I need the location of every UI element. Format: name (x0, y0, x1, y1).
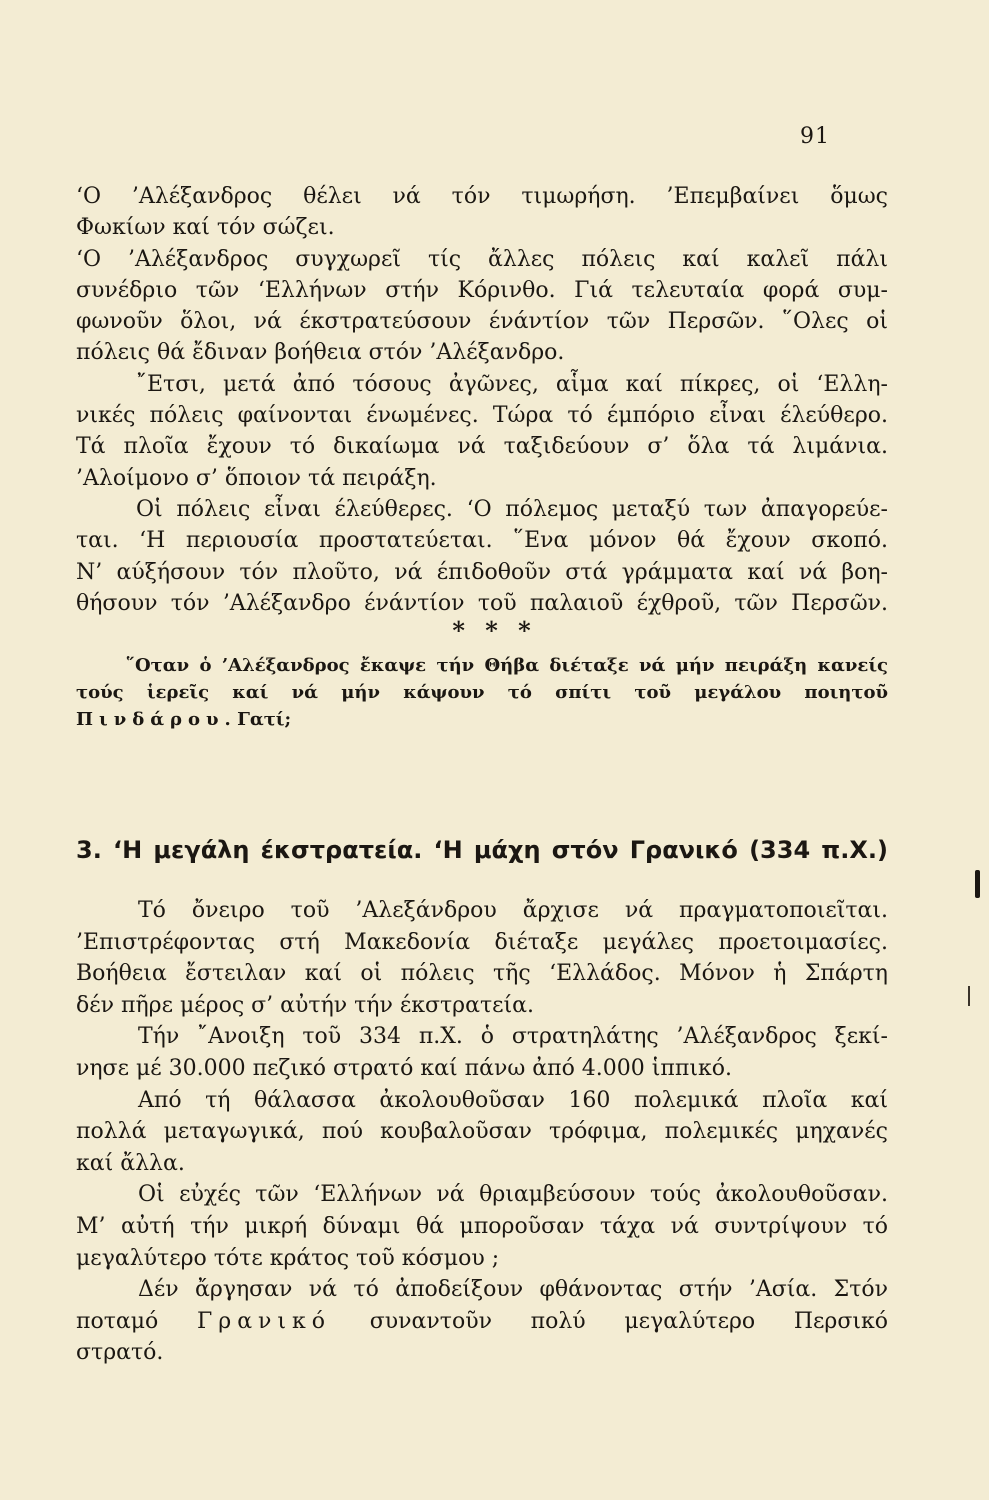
paragraph-block-2 (76, 895, 888, 1369)
text-line: Φωκίων καί τόν σώζει. (76, 215, 335, 241)
text-line: στρατό. (76, 1340, 164, 1366)
text-line: ’Επιστρέφοντας στή Μακεδονία διέταξε μεγάλες προετοιμασίες. (76, 929, 888, 955)
question-note (76, 652, 888, 733)
text-line: Τήν ῎Ανοιξη τοῦ 334 π.Χ. ὁ στρατηλάτης ’Αλέξανδρος ξεκί- (138, 1024, 888, 1050)
section-separator: * * * (452, 616, 537, 645)
text-line: Τό ὄνειρο τοῦ ’Αλεξάνδρου ἄρχισε νά πραγματοποιεῖται. (138, 898, 888, 923)
text-line: νησε μέ 30.000 πεζικό στρατό καί πάνω ἀπό 4.000 ἱππικό. (76, 1055, 732, 1081)
text-line: Από τή θάλασσα ἀκολουθοῦσαν 160 πολεμικά πλοῖα καί (138, 1087, 888, 1113)
page-number: 91 (800, 124, 830, 149)
text-line: ‘Ο ’Αλέξανδρος θέλει νά τόν τιμωρήση. ’Επεμβαίνει ὅμως (76, 184, 888, 209)
note-question: . Γατί; (224, 709, 292, 730)
text-line: Οἱ πόλεις εἶναι έλεύθερες. ‘Ο πόλεμος μεταξύ των ἀπαγορεύε- (136, 496, 888, 522)
text-line: συνέδριο τῶν ‘Ελλήνων στήν Κόρινθο. Γιά τελευταία φορά συμ- (76, 277, 888, 303)
text-fragment: συναντοῦν πολύ μεγαλύτερο Περσικό (369, 1308, 888, 1334)
margin-mark (975, 870, 980, 898)
paragraph-block-1 (76, 181, 888, 619)
text-line: Οἱ εὐχές τῶν ‘Ελλήνων νά θριαμβεύσουν τούς ἀκολουθοῦσαν. (138, 1182, 888, 1208)
text-line: πόλεις θά ἔδιναν βοήθεια στόν ’Αλέξανδρο. (76, 340, 565, 366)
text-line: νικές πόλεις φαίνονται ένωμένες. Τώρα τό έμπόριο εἶναι έλεύθερο. (76, 403, 888, 429)
text-line: ‘Ο ’Αλέξανδρος συγχωρεῖ τίς ἄλλες πόλεις καί καλεῖ πάλι (76, 246, 888, 272)
text-line: ’Αλοίμονο σ’ ὅποιον τά πειράξη. (76, 465, 437, 491)
text-line: Δέν ἄργησαν νά τό ἀποδείξουν φθάνοντας στήν ’Ασία. Στόν (138, 1277, 888, 1303)
text-line: καί ἄλλα. (76, 1150, 185, 1176)
text-line: Βοήθεια ἔστειλαν καί οἱ πόλεις τῆς ‘Ελλάδος. Μόνον ἡ Σπάρτη (76, 961, 888, 987)
text-line: θήσουν τόν ’Αλέξανδρο ένάντίον τοῦ παλαιοῦ έχθροῦ, τῶν Περσῶν. (76, 590, 888, 616)
section-heading: 3. ‘Η μεγάλη έκστρατεία. ‘Η μάχη στόν Γρανικό (334 π.Χ.) (76, 836, 888, 864)
text-line: ται. ‘Η περιουσία προστατεύεται. ῞Ενα μόνον θά ἔχουν σκοπό. (76, 528, 888, 554)
text-line (76, 1306, 888, 1338)
margin-speck (968, 986, 970, 1006)
text-line: Μ’ αὐτή τήν μικρή δύναμι θά μποροῦσαν τάχα νά συντρίψουν τό (76, 1213, 888, 1239)
text-line: Τά πλοῖα ἔχουν τό δικαίωμα νά ταξιδεύουν σ’ ὅλα τά λιμάνια. (76, 434, 888, 460)
text-line: πολλά μεταγωγικά, πού κουβαλοῦσαν τρόφιμα, πολεμικές μηχανές (76, 1119, 888, 1145)
note-line: ῞Οταν ὁ ’Αλέξανδρος ἔκαψε τήν Θήβα διέταξε νά μήν πειράξη κανείς (126, 655, 888, 676)
granicus-name: Γρανικό (197, 1308, 332, 1334)
text-line: φωνοῦν ὅλοι, νά έκστρατεύσουν ένάντίον τῶν Περσῶν. ῞Ολες οἱ (76, 309, 888, 335)
text-line: ῎Ετσι, μετά ἀπό τόσους ἀγῶνες, αἷμα καί πίκρες, οἱ ‘Ελλη- (136, 371, 888, 397)
pindar-name: Πινδάρου (76, 709, 225, 730)
text-fragment: ποταμό (76, 1308, 159, 1334)
note-line (76, 706, 888, 733)
text-line: μεγαλύτερο τότε κράτος τοῦ κόσμου ; (76, 1245, 500, 1271)
text-line: δέν πῆρε μέρος σ’ αὐτήν τήν έκστρατεία. (76, 992, 535, 1018)
note-line: τούς ἱερεῖς καί νά μήν κάψουν τό σπίτι τοῦ μεγάλου ποιητοῦ (76, 682, 888, 703)
text-line: Ν’ αύξήσουν τόν πλοῦτο, νά έπιδοθοῦν στά γράμματα καί νά βοη- (76, 559, 888, 585)
